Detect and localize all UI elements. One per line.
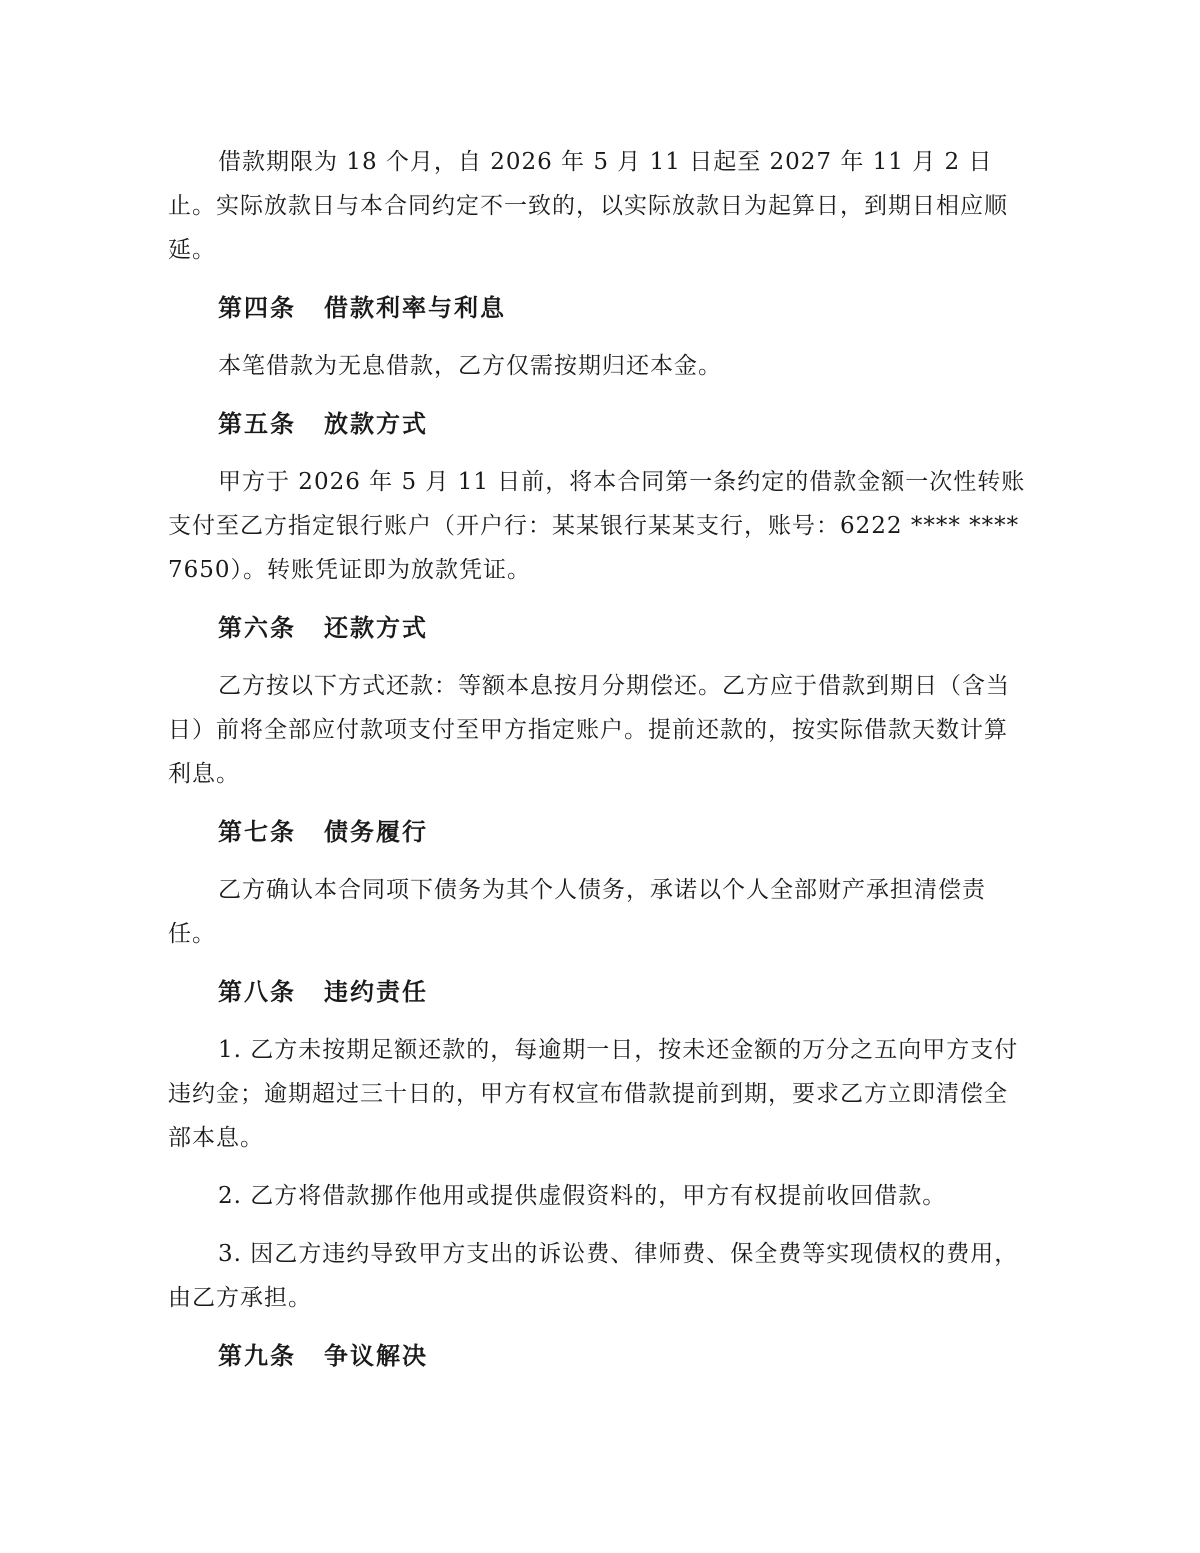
article-number: 第五条 — [218, 409, 296, 438]
document-page — [168, 140, 1028, 1392]
article-title: 争议解决 — [324, 1341, 428, 1370]
heading-article-4 — [168, 286, 1028, 330]
article-title: 还款方式 — [324, 613, 428, 642]
paragraph-repayment: 乙方按以下方式还款：等额本息按月分期偿还。乙方应于借款到期日（含当日）前将全部应付款项支付至甲方指定账户。提前还款的，按实际借款天数计算利息。 — [168, 673, 1010, 787]
paragraph-breach-1: 1. 乙方未按期足额还款的，每逾期一日，按未还金额的万分之五向甲方支付违约金；逾期超过三十日的，甲方有权宣布借款提前到期，要求乙方立即清偿全部本息。 — [168, 1037, 1019, 1151]
article-number: 第八条 — [218, 977, 296, 1006]
paragraph-breach-3: 3. 因乙方违约导致甲方支出的诉讼费、律师费、保全费等实现债权的费用，由乙方承担。 — [168, 1241, 1019, 1311]
heading-article-6 — [168, 606, 1028, 650]
article-title: 放款方式 — [324, 409, 428, 438]
paragraph-interest: 本笔借款为无息借款，乙方仅需按期归还本金。 — [218, 353, 722, 379]
article-number: 第四条 — [218, 293, 296, 322]
article-number: 第六条 — [218, 613, 296, 642]
article-number: 第九条 — [218, 1341, 296, 1370]
heading-article-5 — [168, 402, 1028, 446]
article-title: 违约责任 — [324, 977, 428, 1006]
article-title: 债务履行 — [324, 817, 428, 846]
paragraph-disbursement: 甲方于 2026 年 5 月 11 日前，将本合同第一条约定的借款金额一次性转账支付至乙方指定银行账户（开户行：某某银行某某支行，账号：6222 **** **** 7650）。转账凭证即为放款凭证。 — [168, 469, 1026, 583]
paragraph-loan-term: 借款期限为 18 个月，自 2026 年 5 月 11 日起至 2027 年 11 月 2 日止。实际放款日与本合同约定不一致的，以实际放款日为起算日，到期日相应顺延。 — [168, 149, 1008, 263]
heading-article-9 — [168, 1334, 1028, 1378]
article-number: 第七条 — [218, 817, 296, 846]
heading-article-8 — [168, 970, 1028, 1014]
paragraph-debt-performance: 乙方确认本合同项下债务为其个人债务，承诺以个人全部财产承担清偿责任。 — [168, 877, 986, 947]
paragraph-breach-2: 2. 乙方将借款挪作他用或提供虚假资料的，甲方有权提前收回借款。 — [218, 1183, 947, 1209]
heading-article-7 — [168, 810, 1028, 854]
article-title: 借款利率与利息 — [324, 293, 506, 322]
